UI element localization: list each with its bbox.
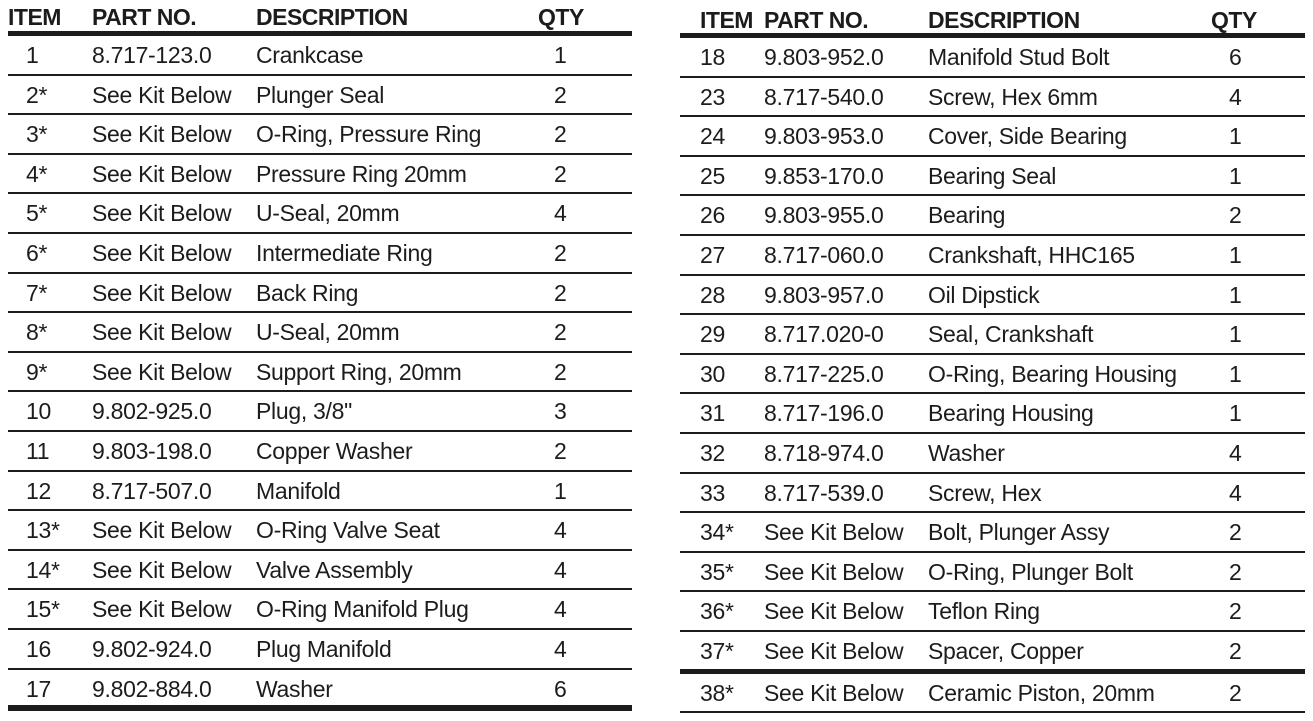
cell-description: Plug Manifold [256,635,392,662]
cell-item: 24 [700,123,725,150]
cell-qty: 1 [1229,281,1242,308]
table-row [8,36,632,76]
header-part-no: PART NO. [92,4,197,30]
cell-part-no: 9.803-198.0 [92,437,212,464]
table-row [8,472,632,512]
cell-item: 15* [26,596,60,623]
cell-item: 18 [700,44,725,70]
cell-description: Crankshaft, HHC165 [928,241,1135,268]
cell-qty: 1 [554,477,567,504]
table-header [8,0,632,36]
cell-part-no: 9.803-952.0 [764,44,884,70]
cell-qty: 1 [1229,321,1242,348]
cell-description: O-Ring Valve Seat [256,517,440,544]
cell-part-no: 8.718-974.0 [764,439,884,466]
cell-part-no: 8.717-060.0 [764,241,884,268]
cell-qty: 2 [554,239,567,266]
cell-description: Copper Washer [256,437,413,464]
cell-description: Bearing Seal [928,162,1057,189]
table-row [8,76,632,116]
cell-item: 11 [26,437,50,464]
cell-item: 31 [700,400,725,427]
table-row [8,353,632,393]
cell-description: O-Ring, Pressure Ring [256,121,482,148]
cell-description: Support Ring, 20mm [256,358,462,385]
cell-item: 32 [700,439,725,466]
cell-description: Bearing [928,202,1006,229]
header-item: ITEM [8,4,61,30]
cell-qty: 2 [554,319,567,346]
cell-part-no: 9.802-924.0 [92,635,212,662]
cell-part-no: See Kit Below [764,598,904,625]
cell-qty: 2 [554,358,567,385]
table-row [680,38,1305,78]
cell-item: 2* [26,81,48,108]
parts-table-right [680,0,1305,713]
cell-qty: 1 [1229,400,1242,427]
cell-part-no: See Kit Below [764,679,904,706]
cell-item: 28 [700,281,725,308]
table-row [680,78,1305,118]
table-row [680,592,1305,632]
cell-part-no: See Kit Below [92,596,232,623]
cell-description: Bearing Housing [928,400,1094,427]
cell-part-no: See Kit Below [764,637,904,664]
cell-qty: 4 [554,200,567,227]
cell-qty: 6 [554,675,567,702]
cell-description: Screw, Hex 6mm [928,83,1098,110]
table-row [8,392,632,432]
cell-item: 13* [26,517,60,544]
cell-qty: 2 [1229,202,1242,229]
cell-description: Manifold [256,477,341,504]
table-row [680,236,1305,276]
cell-description: Valve Assembly [256,556,413,583]
cell-description: Plug, 3/8" [256,398,352,425]
table-row [680,553,1305,593]
cell-item: 9* [26,358,48,385]
cell-item: 3* [26,121,48,148]
table-row [8,313,632,353]
cell-item: 30 [700,360,725,387]
cell-qty: 2 [554,81,567,108]
cell-item: 12 [26,477,51,504]
cell-description: Seal, Crankshaft [928,321,1094,348]
table-row [8,551,632,591]
cell-qty: 2 [554,279,567,306]
table-row [680,276,1305,316]
cell-part-no: 8.717.020-0 [764,321,884,348]
cell-part-no: 8.717-539.0 [764,479,884,506]
header-description: DESCRIPTION [256,4,408,30]
cell-part-no: 9.853-170.0 [764,162,884,189]
table-row [8,155,632,195]
cell-item: 14* [26,556,60,583]
table-row [680,434,1305,474]
table-row [8,432,632,472]
cell-part-no: 8.717-540.0 [764,83,884,110]
table-row [8,670,632,711]
table-row [8,630,632,670]
cell-part-no: 9.802-884.0 [92,675,212,702]
table-row [680,157,1305,197]
cell-qty: 1 [1229,360,1242,387]
cell-item: 4* [26,160,48,187]
cell-item: 8* [26,319,48,346]
table-row [8,234,632,274]
header-description: DESCRIPTION [928,7,1080,33]
header-part-no: PART NO. [764,7,869,33]
cell-description: Intermediate Ring [256,239,433,266]
cell-qty: 6 [1229,44,1242,70]
cell-part-no: 9.802-925.0 [92,398,212,425]
header-qty: QTY [538,4,584,30]
cell-part-no: See Kit Below [92,239,232,266]
cell-part-no: 9.803-953.0 [764,123,884,150]
header-qty: QTY [1211,7,1257,33]
cell-description: U-Seal, 20mm [256,319,400,346]
cell-part-no: See Kit Below [92,556,232,583]
cell-item: 29 [700,321,725,348]
cell-part-no: 8.717-507.0 [92,477,212,504]
cell-qty: 1 [1229,123,1242,150]
cell-part-no: See Kit Below [764,558,904,585]
cell-qty: 4 [554,556,567,583]
cell-qty: 4 [554,517,567,544]
table-row [8,590,632,630]
cell-qty: 2 [1229,519,1242,546]
table-row [680,474,1305,514]
cell-qty: 4 [1229,439,1242,466]
cell-qty: 4 [554,635,567,662]
cell-description: Ceramic Piston, 20mm [928,679,1155,706]
cell-part-no: See Kit Below [92,160,232,187]
cell-qty: 1 [1229,241,1242,268]
cell-part-no: See Kit Below [92,319,232,346]
cell-qty: 4 [1229,479,1242,506]
parts-table-left [8,0,632,711]
cell-description: Cover, Side Bearing [928,123,1127,150]
cell-part-no: 8.717-196.0 [764,400,884,427]
cell-qty: 2 [554,121,567,148]
cell-description: Crankcase [256,42,364,68]
cell-description: Washer [256,675,333,702]
cell-description: Washer [928,439,1005,466]
cell-qty: 2 [554,437,567,464]
cell-part-no: See Kit Below [764,519,904,546]
cell-qty: 2 [1229,637,1242,664]
cell-item: 27 [700,241,725,268]
cell-part-no: See Kit Below [92,279,232,306]
cell-description: Screw, Hex [928,479,1042,506]
cell-qty: 2 [1229,558,1242,585]
table-body-left [8,36,632,711]
cell-description: Manifold Stud Bolt [928,44,1110,70]
table-row [680,669,1305,714]
table-row [680,513,1305,553]
cell-qty: 2 [1229,679,1242,706]
cell-item: 35* [700,558,734,585]
cell-description: Oil Dipstick [928,281,1040,308]
cell-qty: 2 [554,160,567,187]
cell-part-no: See Kit Below [92,358,232,385]
cell-qty: 1 [1229,162,1242,189]
cell-part-no: See Kit Below [92,517,232,544]
table-row [680,196,1305,236]
table-row [680,117,1305,157]
cell-item: 33 [700,479,725,506]
cell-description: Teflon Ring [928,598,1040,625]
cell-item: 6* [26,239,48,266]
cell-description: Plunger Seal [256,81,385,108]
cell-part-no: See Kit Below [92,81,232,108]
cell-item: 38* [700,679,734,706]
cell-description: Back Ring [256,279,359,306]
cell-item: 36* [700,598,734,625]
cell-qty: 3 [554,398,567,425]
cell-item: 10 [26,398,51,425]
cell-item: 17 [26,675,51,702]
cell-item: 23 [700,83,725,110]
cell-item: 5* [26,200,48,227]
cell-part-no: 8.717-225.0 [764,360,884,387]
cell-description: U-Seal, 20mm [256,200,400,227]
cell-item: 1 [26,42,39,68]
cell-item: 16 [26,635,51,662]
cell-part-no: 9.803-955.0 [764,202,884,229]
cell-item: 7* [26,279,48,306]
header-item: ITEM [700,7,753,33]
cell-qty: 2 [1229,598,1242,625]
cell-part-no: 9.803-957.0 [764,281,884,308]
table-header [680,0,1305,38]
table-row [8,511,632,551]
cell-description: O-Ring Manifold Plug [256,596,469,623]
table-row [8,274,632,314]
table-row [680,632,1305,672]
cell-description: O-Ring, Plunger Bolt [928,558,1133,585]
table-row [8,115,632,155]
cell-qty: 1 [554,42,567,68]
cell-item: 25 [700,162,725,189]
cell-item: 37* [700,637,734,664]
cell-part-no: See Kit Below [92,200,232,227]
table-row [680,394,1305,434]
cell-description: O-Ring, Bearing Housing [928,360,1177,387]
cell-part-no: See Kit Below [92,121,232,148]
table-body-right [680,38,1305,713]
table-row [680,315,1305,355]
cell-item: 26 [700,202,725,229]
cell-description: Pressure Ring 20mm [256,160,467,187]
table-row [8,194,632,234]
cell-qty: 4 [1229,83,1242,110]
cell-item: 34* [700,519,734,546]
cell-description: Spacer, Copper [928,637,1084,664]
table-row [680,355,1305,395]
cell-description: Bolt, Plunger Assy [928,519,1110,546]
cell-qty: 4 [554,596,567,623]
cell-part-no: 8.717-123.0 [92,42,212,68]
